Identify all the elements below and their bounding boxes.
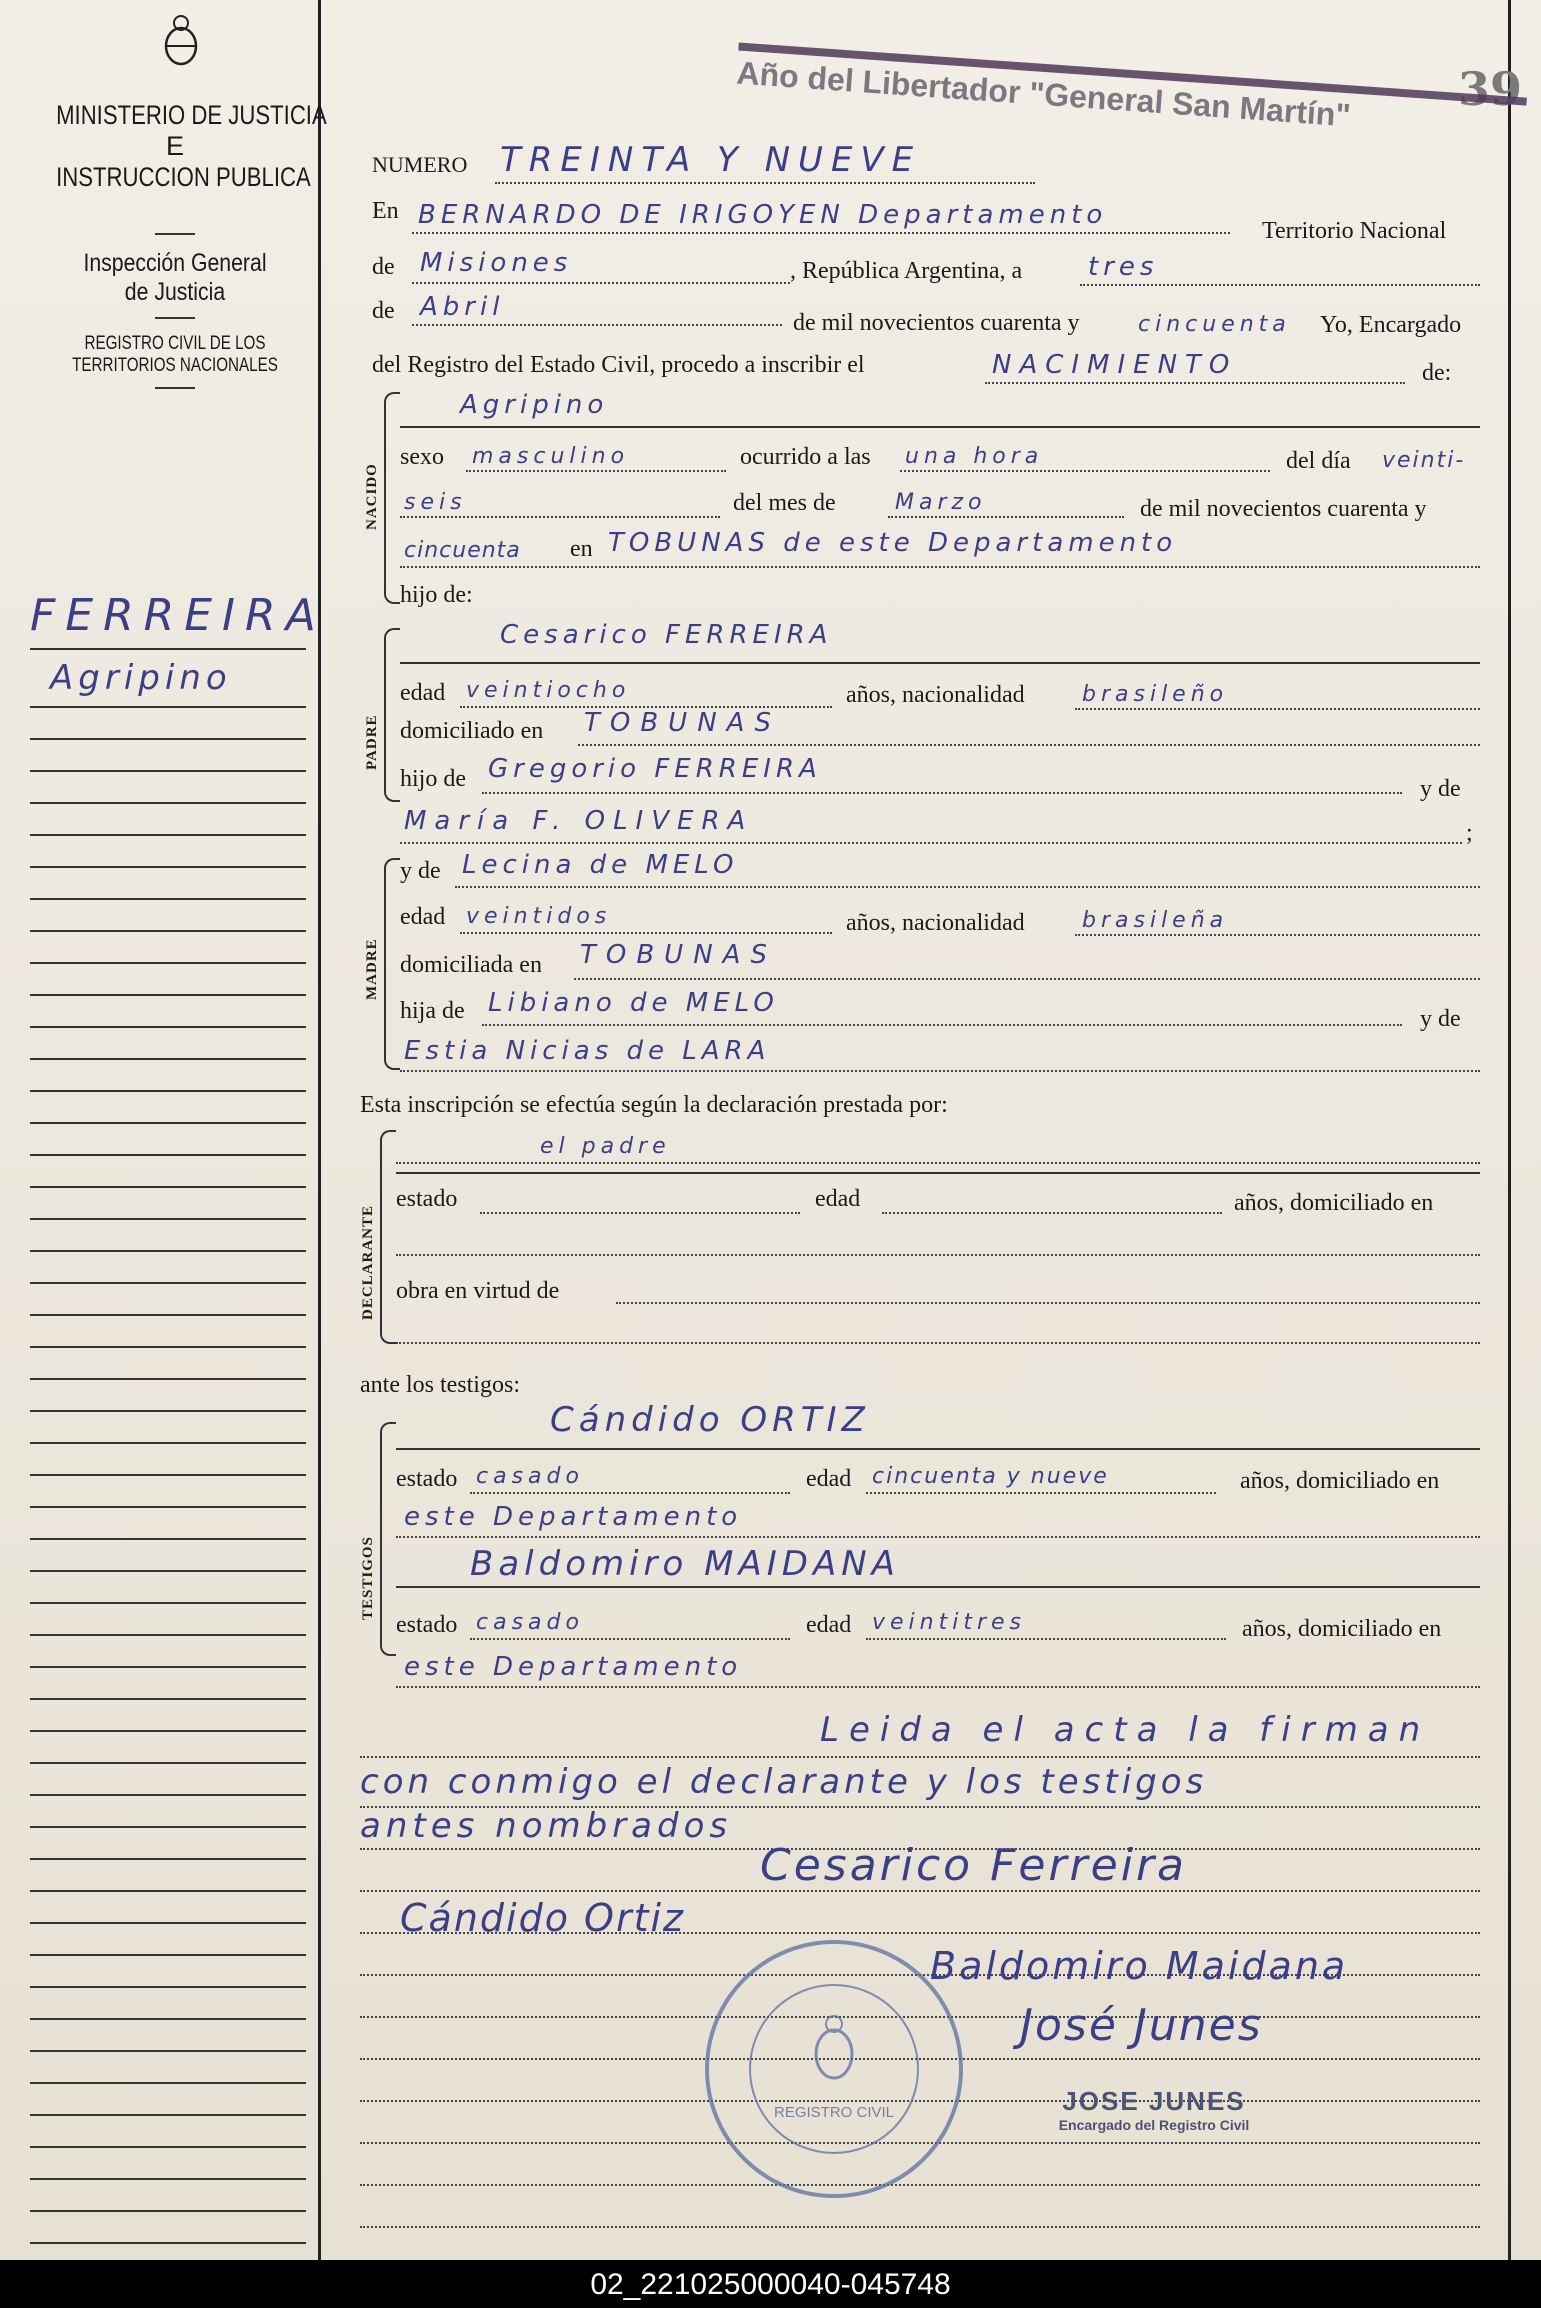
- field-dia-nac-2: seis: [404, 490, 467, 515]
- field-mes: Abril: [420, 292, 505, 322]
- registry-seal: [705, 1940, 963, 2198]
- field-madre-nacionalidad: brasileña: [1082, 908, 1229, 933]
- label-anios-dom: años, domiciliado en: [1234, 1190, 1434, 1216]
- ministry-header: [30, 100, 327, 389]
- field-padre-edad: veintiocho: [466, 678, 631, 703]
- seal-emblem-icon: [809, 2014, 859, 2089]
- signature-padre: Cesarico Ferreira: [760, 1840, 1187, 1891]
- field-mes-nac: Marzo: [895, 490, 987, 515]
- label-semicolon: ;: [1466, 820, 1473, 846]
- ministry-line6: REGISTRO CIVIL DE LOS: [84, 333, 266, 354]
- label-edad5: edad: [806, 1612, 852, 1638]
- label-edad: edad: [400, 680, 446, 706]
- field-de: Misiones: [420, 248, 573, 278]
- field-testigo2-domicilio: este Departamento: [404, 1652, 743, 1682]
- encargado-stamp: [1034, 2086, 1274, 2133]
- label-domiciliada-en: domiciliada en: [400, 952, 542, 978]
- margin-given-name: Agripino: [50, 658, 232, 698]
- ministry-line1: MINISTERIO DE JUSTICIA: [56, 100, 327, 130]
- label-del-mes: del mes de: [733, 490, 836, 516]
- closing-line1: Leida el acta la firman: [820, 1710, 1431, 1750]
- field-abuela-paterna: María F. OLIVERA: [404, 806, 754, 836]
- label-del-dia: del día: [1286, 448, 1351, 474]
- field-padre-domicilio: TOBUNAS: [584, 708, 781, 738]
- field-testigo1-domicilio: este Departamento: [404, 1502, 743, 1532]
- label-en: En: [372, 198, 399, 224]
- field-dia: tres: [1088, 252, 1159, 282]
- field-abuela-materna: Estia Nicias de LARA: [404, 1036, 771, 1066]
- field-testigo1-estado: casado: [476, 1464, 584, 1489]
- closing-line3: antes nombrados: [360, 1806, 733, 1846]
- ministry-line3: INSTRUCCION PUBLICA: [56, 162, 311, 192]
- field-acto: NACIMIENTO: [992, 350, 1238, 380]
- label-anios-dom3: años, domiciliado en: [1242, 1616, 1442, 1642]
- field-padre-nacionalidad: brasileño: [1082, 682, 1229, 707]
- signature-testigo1: Cándido Ortiz: [400, 1896, 685, 1940]
- field-testigo2-edad: veintitres: [872, 1610, 1027, 1635]
- field-padre-nombre: Cesarico FERREIRA: [500, 620, 833, 650]
- label-declarante: DECLARANTE: [360, 1204, 376, 1320]
- field-madre-domicilio: TOBUNAS: [580, 940, 777, 970]
- label-edad2: edad: [400, 904, 446, 930]
- label-republica: , República Argentina, a: [790, 258, 1023, 284]
- label-y-de: y de: [1420, 776, 1461, 802]
- field-testigo2-estado: casado: [476, 1610, 584, 1635]
- label-edad4: edad: [806, 1466, 852, 1492]
- ministry-line2: E: [165, 131, 184, 161]
- label-hijo-de2: hijo de: [400, 766, 466, 792]
- label-anios-dom2: años, domiciliado en: [1240, 1468, 1440, 1494]
- label-obra: obra en virtud de: [396, 1278, 560, 1304]
- label-yo-encargado: Yo, Encargado: [1320, 312, 1462, 338]
- field-testigo1-edad: cincuenta y nueve: [872, 1464, 1109, 1489]
- closing-line2: con conmigo el declarante y los testigos: [360, 1762, 1208, 1802]
- image-id: 02_221025000040-045748: [590, 2268, 951, 2301]
- field-lugar-nac: TOBUNAS de este Departamento: [608, 528, 1178, 558]
- label-anios-nac: años, nacionalidad: [846, 682, 1025, 708]
- signature-testigo2: Baldomiro Maidana: [930, 1944, 1349, 1988]
- label-en2: en: [570, 536, 593, 562]
- field-dia-nac-1: veinti-: [1382, 448, 1466, 473]
- label-mil-novecientos: de mil novecientos cuarenta y: [793, 310, 1080, 336]
- field-sexo: masculino: [472, 444, 630, 469]
- field-testigo2-nombre: Baldomiro MAIDANA: [470, 1544, 900, 1584]
- seal-text: REGISTRO CIVIL: [773, 2104, 895, 2121]
- label-territorio: Territorio Nacional: [1262, 218, 1447, 244]
- field-en: BERNARDO DE IRIGOYEN Departamento: [418, 200, 1108, 230]
- field-hora: una hora: [905, 444, 1044, 469]
- field-anio-nac: cincuenta: [404, 538, 521, 563]
- label-ocurrido: ocurrido a las: [740, 444, 871, 470]
- label-hijo-de: hijo de:: [400, 582, 473, 608]
- label-estado2: estado: [396, 1466, 458, 1492]
- encargado-stamp-name: JOSE JUNES: [1062, 2086, 1246, 2116]
- margin-surname: FERREIRA: [30, 590, 326, 641]
- label-estado3: estado: [396, 1612, 458, 1638]
- label-registro: del Registro del Estado Civil, procedo a inscribir el: [372, 352, 865, 378]
- page-number: 39: [1458, 62, 1523, 116]
- field-madre-edad: veintidos: [466, 904, 612, 929]
- ministry-line5: de Justicia: [124, 278, 226, 306]
- ministry-line4: Inspección General: [83, 249, 267, 277]
- label-testigos: TESTIGOS: [360, 1536, 376, 1620]
- label-edad3: edad: [815, 1186, 861, 1212]
- label-y-de3: y de: [1420, 1006, 1461, 1032]
- label-sexo: sexo: [400, 444, 444, 470]
- label-madre: MADRE: [364, 938, 380, 1000]
- right-border: [1508, 0, 1511, 2260]
- label-de: de: [372, 254, 395, 280]
- label-padre: PADRE: [364, 714, 380, 770]
- label-de-colon: de:: [1422, 360, 1452, 386]
- label-numero: NUMERO: [372, 152, 468, 177]
- signature-encargado: José Junes: [1020, 2000, 1263, 2051]
- label-ante: ante los testigos:: [360, 1372, 520, 1398]
- field-anio: cincuenta: [1138, 312, 1291, 337]
- label-y-de2: y de: [400, 858, 441, 884]
- image-id-footer: [0, 2262, 1541, 2308]
- label-inscripcion: Esta inscripción se efectúa según la declaración prestada por:: [360, 1092, 948, 1118]
- field-abuelo-materno: Libiano de MELO: [488, 988, 779, 1018]
- label-nacido: NACIDO: [364, 463, 380, 530]
- field-abuelo-paterno: Gregorio FERREIRA: [488, 754, 822, 784]
- ministry-line7: TERRITORIOS NACIONALES: [72, 355, 278, 376]
- label-anios-nac2: años, nacionalidad: [846, 910, 1025, 936]
- field-testigo1-nombre: Cándido ORTIZ: [550, 1400, 870, 1440]
- label-estado: estado: [396, 1186, 458, 1212]
- field-madre-nombre: Lecina de MELO: [462, 850, 739, 880]
- coat-of-arms-icon: [160, 14, 202, 71]
- field-nombre: Agripino: [460, 390, 609, 420]
- header-stamp-text: Año del Libertador "General San Martín": [735, 54, 1352, 134]
- label-domiciliado-en: domiciliado en: [400, 718, 544, 744]
- label-mil-nov2: de mil novecientos cuarenta y: [1140, 496, 1427, 522]
- field-declarante: el padre: [540, 1134, 671, 1159]
- label-hija-de: hija de: [400, 998, 465, 1024]
- encargado-stamp-title: Encargado del Registro Civil: [1058, 2117, 1250, 2133]
- label-de2: de: [372, 298, 395, 324]
- field-numero: TREINTA Y NUEVE: [500, 140, 922, 180]
